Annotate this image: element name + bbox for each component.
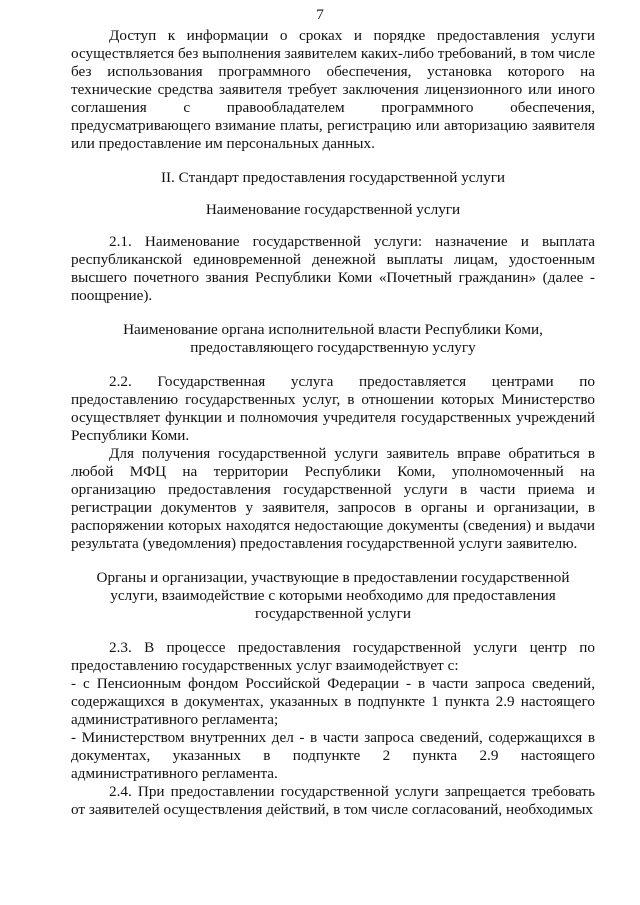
list-item-interior-ministry: - Министерством внутренних дел - в части запроса сведений, содержащихся в документах, указанных в подпункте 2 пункта 2.9 настоящего административного регламента. <box>71 729 595 782</box>
subheading-organizations: Органы и организации, участвующие в предоставлении государственной услуги, взаимодействие с которыми необходимо для предоставления государственной услуги <box>96 569 570 622</box>
paragraph-2-4: 2.4. При предоставлении государственной услуги запрещается требовать от заявителей осуществления действий, в том числе согласований, необходимых <box>71 783 595 818</box>
document-body <box>71 27 595 819</box>
list-item-pension-fund: - с Пенсионным фондом Российской Федерации - в части запроса сведений, содержащихся в документах, указанных в подпункте 1 пункта 2.9 настоящего административного регламента; <box>71 675 595 728</box>
subheading-authority-name: Наименование органа исполнительной власти Республики Коми, предоставляющего государственную услугу <box>123 321 543 356</box>
paragraph-2-1: 2.1. Наименование государственной услуги: назначение и выплата республиканской единовременной денежной выплаты лицам, удостоенным высшего почетного звания Республики Коми «Почетный гражданин» (далее - поощрение). <box>71 233 595 304</box>
paragraph-info-access: Доступ к информации о сроках и порядке предоставления услуги осуществляется без выполнения заявителем каких-либо требований, в том числе без использования программного обеспечения, установка которого на технические средства заявителя требует заключения лицензионного или иного соглашения с правообладателем программного обеспечения, предусматривающего взимание платы, регистрацию или авторизацию заявителя или предоставление им персональных данных. <box>71 27 595 152</box>
paragraph-2-3: 2.3. В процессе предоставления государственной услуги центр по предоставлению государственных услуг взаимодействует с: <box>71 639 595 674</box>
subheading-service-name: Наименование государственной услуги <box>205 201 461 218</box>
page-number: 7 <box>316 6 324 23</box>
paragraph-mfc: Для получения государственной услуги заявитель вправе обратиться в любой МФЦ на территории Республики Коми, уполномоченный на организацию предоставления государственной услуги в части приема и регистрации документов у заявителя, запросов в органы и организации, в распоряжении которых находятся недостающие документы (сведения) и выдачи результата (уведомления) предоставления государственной услуги заявителю. <box>71 445 595 552</box>
section-heading-standard: II. Стандарт предоставления государственной услуги <box>160 169 506 186</box>
paragraph-2-2: 2.2. Государственная услуга предоставляется центрами по предоставлению государственных услуг, в отношении которых Министерство осуществляет функции и полномочия учредителя государственных учреждений Республики Коми. <box>71 373 595 444</box>
